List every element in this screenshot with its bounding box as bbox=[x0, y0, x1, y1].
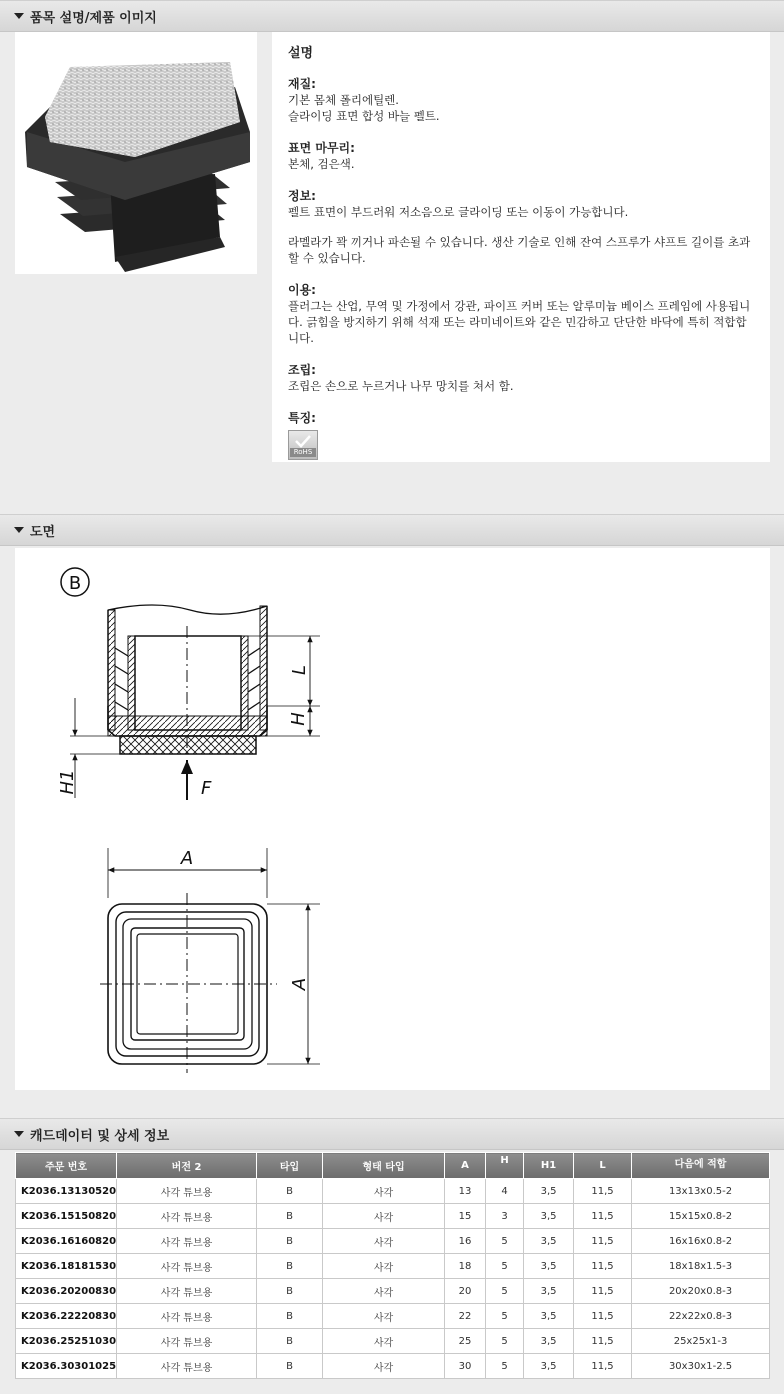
table-cell: B bbox=[257, 1329, 323, 1354]
table-cell: 11,5 bbox=[574, 1279, 632, 1304]
order-number-cell[interactable]: K2036.15150820 bbox=[16, 1204, 117, 1229]
table-cell: 18x18x1.5-3 bbox=[632, 1254, 770, 1279]
col-type[interactable]: 타입 bbox=[257, 1153, 323, 1179]
table-cell: B bbox=[257, 1179, 323, 1204]
assembly-label: 조립: bbox=[288, 363, 316, 377]
technical-drawing-svg bbox=[15, 548, 770, 1090]
table-cell: 5 bbox=[486, 1254, 524, 1279]
table-cell: 11,5 bbox=[574, 1254, 632, 1279]
description-section-header[interactable] bbox=[0, 0, 784, 32]
label-l: L bbox=[289, 664, 310, 676]
table-cell: 3,5 bbox=[524, 1354, 574, 1379]
table-cell: 5 bbox=[486, 1279, 524, 1304]
finish-label: 표면 마무리: bbox=[288, 141, 355, 155]
table-cell: 사각 튜브용 bbox=[117, 1204, 257, 1229]
col-shape-type[interactable]: 형태 타입 bbox=[323, 1153, 445, 1179]
material-line: 기본 몸체 폴리에틸렌. bbox=[288, 93, 399, 107]
col-a[interactable]: A bbox=[445, 1153, 486, 1179]
order-number-cell[interactable]: K2036.30301025 bbox=[16, 1354, 117, 1379]
collapse-triangle-icon[interactable] bbox=[14, 1131, 24, 1137]
table-cell: 5 bbox=[486, 1354, 524, 1379]
info-text-1: 펠트 표면이 부드러워 저소음으로 글라이딩 또는 이동이 가능합니다. bbox=[288, 205, 629, 219]
table-cell: 사각 튜브용 bbox=[117, 1329, 257, 1354]
table-cell: 11,5 bbox=[574, 1204, 632, 1229]
table-cell: 3 bbox=[486, 1204, 524, 1229]
drawing-section-title: 도면 bbox=[30, 524, 56, 540]
drawing-section-header[interactable] bbox=[0, 514, 784, 546]
col-version[interactable]: 버전 2 bbox=[117, 1153, 257, 1179]
use-text: 플러그는 산업, 무역 및 가정에서 강관, 파이프 커버 또는 알루미늄 베이스 프레임에 사용됩니다. 긁힘을 방지하기 위해 석재 또는 라미네이트와 같은 민감하고 단단한 바닥에 특히 적합합니다. bbox=[288, 299, 751, 345]
assembly-text: 조립은 손으로 누르거나 나무 망치를 쳐서 함. bbox=[288, 379, 514, 393]
table-cell: 5 bbox=[486, 1229, 524, 1254]
table-cell: 사각 튜브용 bbox=[117, 1254, 257, 1279]
table-row[interactable] bbox=[16, 1229, 770, 1254]
info-block bbox=[288, 188, 754, 220]
table-cell: 5 bbox=[486, 1329, 524, 1354]
table-cell: 5 bbox=[486, 1304, 524, 1329]
use-block bbox=[288, 282, 754, 346]
table-cell: B bbox=[257, 1254, 323, 1279]
table-row[interactable] bbox=[16, 1279, 770, 1304]
product-photo-illustration bbox=[15, 32, 257, 274]
collapse-triangle-icon[interactable] bbox=[14, 13, 24, 19]
label-a-top: A bbox=[180, 848, 194, 869]
table-cell: 사각 bbox=[323, 1229, 445, 1254]
table-row[interactable] bbox=[16, 1254, 770, 1279]
order-number-cell[interactable]: K2036.13130520 bbox=[16, 1179, 117, 1204]
table-cell: 18 bbox=[445, 1254, 486, 1279]
material-line: 슬라이딩 표면 합성 바늘 펠트. bbox=[288, 109, 440, 123]
table-cell: 11,5 bbox=[574, 1179, 632, 1204]
label-a-side: A bbox=[289, 977, 310, 991]
table-row[interactable] bbox=[16, 1354, 770, 1379]
table-cell: 3,5 bbox=[524, 1279, 574, 1304]
label-h1: H1 bbox=[57, 769, 78, 795]
table-cell: 사각 bbox=[323, 1279, 445, 1304]
material-label: 재질: bbox=[288, 77, 316, 91]
table-cell: 11,5 bbox=[574, 1229, 632, 1254]
table-cell: 사각 튜브용 bbox=[117, 1304, 257, 1329]
table-row[interactable] bbox=[16, 1204, 770, 1229]
table-cell: 사각 튜브용 bbox=[117, 1179, 257, 1204]
table-cell: 사각 bbox=[323, 1304, 445, 1329]
checkmark-icon bbox=[294, 434, 312, 448]
technical-drawing bbox=[15, 548, 770, 1090]
order-number-cell[interactable]: K2036.16160820 bbox=[16, 1229, 117, 1254]
table-cell: 30 bbox=[445, 1354, 486, 1379]
use-label: 이용: bbox=[288, 283, 316, 297]
cad-section bbox=[0, 1118, 784, 1394]
table-cell: 11,5 bbox=[574, 1329, 632, 1354]
table-cell: 11,5 bbox=[574, 1354, 632, 1379]
description-heading: 설명 bbox=[288, 46, 314, 61]
table-cell: B bbox=[257, 1279, 323, 1304]
table-cell: 사각 bbox=[323, 1204, 445, 1229]
table-cell: 4 bbox=[486, 1179, 524, 1204]
table-cell: 22 bbox=[445, 1304, 486, 1329]
table-cell: 13x13x0.5-2 bbox=[632, 1179, 770, 1204]
table-cell: 16 bbox=[445, 1229, 486, 1254]
col-h[interactable]: H bbox=[486, 1153, 524, 1179]
table-cell: 25 bbox=[445, 1329, 486, 1354]
cad-data-table bbox=[15, 1152, 770, 1379]
rohs-badge bbox=[288, 430, 318, 460]
order-number-cell[interactable]: K2036.20200830 bbox=[16, 1279, 117, 1304]
table-cell: 3,5 bbox=[524, 1304, 574, 1329]
cad-section-header[interactable] bbox=[0, 1118, 784, 1150]
table-cell: 3,5 bbox=[524, 1329, 574, 1354]
table-row[interactable] bbox=[16, 1179, 770, 1204]
features-block bbox=[288, 410, 754, 460]
order-number-cell[interactable]: K2036.18181530 bbox=[16, 1254, 117, 1279]
finish-block bbox=[288, 140, 754, 172]
table-cell: 3,5 bbox=[524, 1204, 574, 1229]
table-cell: 20 bbox=[445, 1279, 486, 1304]
table-cell: 사각 bbox=[323, 1354, 445, 1379]
table-header-row bbox=[16, 1153, 770, 1179]
table-cell: 사각 bbox=[323, 1179, 445, 1204]
description-section-title: 품목 설명/제품 이미지 bbox=[30, 10, 157, 26]
table-cell: 사각 튜브용 bbox=[117, 1229, 257, 1254]
label-h: H bbox=[288, 712, 309, 726]
col-fits[interactable]: 다음에 적합 bbox=[632, 1153, 770, 1179]
collapse-triangle-icon[interactable] bbox=[14, 527, 24, 533]
label-f: F bbox=[201, 778, 212, 799]
drawing-section bbox=[0, 514, 784, 1106]
description-panel bbox=[272, 32, 770, 462]
table-cell: 사각 튜브용 bbox=[117, 1354, 257, 1379]
col-h1[interactable]: H1 bbox=[524, 1153, 574, 1179]
table-cell: 13 bbox=[445, 1179, 486, 1204]
table-cell: B bbox=[257, 1304, 323, 1329]
material-block bbox=[288, 76, 754, 124]
table-cell: B bbox=[257, 1354, 323, 1379]
finish-text: 본체, 검은색. bbox=[288, 157, 355, 171]
order-number-cell[interactable]: K2036.25251030 bbox=[16, 1329, 117, 1354]
table-cell: B bbox=[257, 1229, 323, 1254]
features-label: 특징: bbox=[288, 411, 316, 425]
order-number-cell[interactable]: K2036.22220830 bbox=[16, 1304, 117, 1329]
table-cell: 3,5 bbox=[524, 1254, 574, 1279]
info-label: 정보: bbox=[288, 189, 316, 203]
table-cell: 사각 튜브용 bbox=[117, 1279, 257, 1304]
table-cell: 25x25x1-3 bbox=[632, 1329, 770, 1354]
table-cell: 30x30x1-2.5 bbox=[632, 1354, 770, 1379]
assembly-block bbox=[288, 362, 754, 394]
description-section bbox=[0, 0, 784, 500]
table-cell: 사각 bbox=[323, 1254, 445, 1279]
table-cell: B bbox=[257, 1204, 323, 1229]
table-cell: 15x15x0.8-2 bbox=[632, 1204, 770, 1229]
table-body bbox=[16, 1179, 770, 1379]
label-b: B bbox=[68, 573, 82, 594]
table-cell: 11,5 bbox=[574, 1304, 632, 1329]
table-cell: 16x16x0.8-2 bbox=[632, 1229, 770, 1254]
table-cell: 사각 bbox=[323, 1329, 445, 1354]
table-row[interactable] bbox=[16, 1329, 770, 1354]
table-cell: 22x22x0.8-3 bbox=[632, 1304, 770, 1329]
rohs-text: RoHS bbox=[290, 448, 316, 457]
table-cell: 3,5 bbox=[524, 1229, 574, 1254]
table-cell: 15 bbox=[445, 1204, 486, 1229]
table-cell: 20x20x0.8-3 bbox=[632, 1279, 770, 1304]
product-image bbox=[15, 32, 257, 274]
table-row[interactable] bbox=[16, 1304, 770, 1329]
cad-section-title: 캐드데이터 및 상세 정보 bbox=[30, 1128, 170, 1144]
info-text-2: 라멜라가 꽉 끼거나 파손될 수 있습니다. 생산 기술로 인해 잔여 스프루가 샤프트 길이를 초과할 수 있습니다. bbox=[288, 235, 751, 265]
col-l[interactable]: L bbox=[574, 1153, 632, 1179]
table-cell: 3,5 bbox=[524, 1179, 574, 1204]
col-order-number[interactable]: 주문 번호 bbox=[16, 1153, 117, 1179]
